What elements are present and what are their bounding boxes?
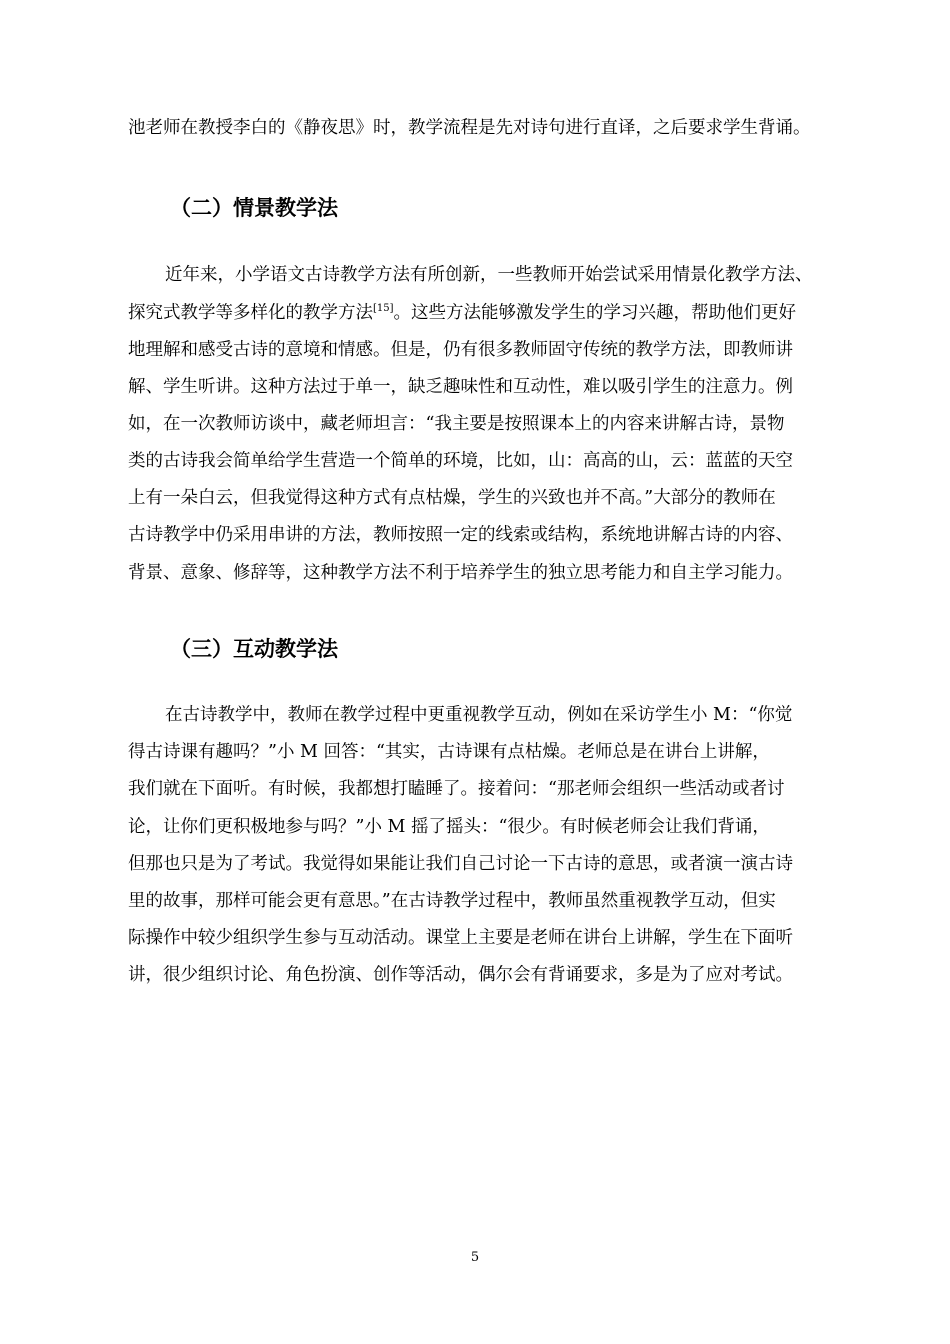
- paragraph-line: 我们就在下面听。有时候，我都想打瞌睡了。接着问：“那老师会组织一些活动或者讨: [128, 779, 785, 799]
- paragraph-line: 但那也只是为了考试。我觉得如果能让我们自己讨论一下古诗的意思，或者演一演古诗: [128, 854, 793, 874]
- paragraph-line: 在古诗教学中，教师在教学过程中更重视教学互动，例如在采访学生小 M：“你觉: [165, 705, 793, 725]
- paragraph-line-text: 探究式教学等多样化的教学方法: [128, 303, 373, 323]
- paragraph-line: 上有一朵白云，但我觉得这种方式有点枯燥，学生的兴致也并不高。”大部分的教师在: [128, 488, 776, 508]
- section-heading-interactive-teaching: （三）互动教学法: [170, 637, 338, 661]
- paragraph-line: 里的故事，那样可能会更有意思。”在古诗教学过程中，教师虽然重视教学互动，但实: [128, 891, 776, 911]
- paragraph-line: [128, 298, 863, 324]
- paragraph-line: 近年来，小学语文古诗教学方法有所创新，一些教师开始尝试采用情景化教学方法、: [165, 265, 813, 285]
- paragraph-line: 讲，很少组织讨论、角色扮演、创作等活动，偶尔会有背诵要求，多是为了应对考试。: [128, 965, 793, 985]
- paragraph-line: 背景、意象、修辞等，这种教学方法不利于培养学生的独立思考能力和自主学习能力。: [128, 563, 793, 583]
- paragraph-line: 际操作中较少组织学生参与互动活动。课堂上主要是老师在讲台上讲解，学生在下面听: [128, 928, 793, 948]
- paragraph-line: 得古诗课有趣吗？”小 M 回答：“其实，古诗课有点枯燥。老师总是在讲台上讲解，: [128, 742, 770, 762]
- paragraph-line: 解、学生听讲。这种方法过于单一，缺乏趣味性和互动性，难以吸引学生的注意力。例: [128, 377, 793, 397]
- paragraph-line: 如，在一次教师访谈中，藏老师坦言：“我主要是按照课本上的内容来讲解古诗，景物: [128, 414, 785, 434]
- paragraph-line: 类的古诗我会简单给学生营造一个简单的环境，比如，山：高高的山，云：蓝蓝的天空: [128, 451, 793, 471]
- citation-superscript: [15]: [373, 303, 394, 314]
- paragraph-line: 地理解和感受古诗的意境和情感。但是，仍有很多教师固守传统的教学方法，即教师讲: [128, 340, 793, 360]
- paragraph-line: 论，让你们更积极地参与吗？”小 M 摇了摇头：“很少。有时候老师会让我们背诵，: [128, 817, 770, 837]
- paragraph-line: 古诗教学中仍采用串讲的方法，教师按照一定的线索或结构，系统地讲解古诗的内容、: [128, 525, 793, 545]
- page-number: 5: [470, 1250, 480, 1265]
- intro-line: 池老师在教授李白的《静夜思》时，教学流程是先对诗句进行直译，之后要求学生背诵。: [128, 118, 811, 138]
- section-heading-situational-teaching: （二）情景教学法: [170, 196, 338, 220]
- paragraph-line-tail: 。这些方法能够激发学生的学习兴趣，帮助他们更好: [393, 303, 797, 323]
